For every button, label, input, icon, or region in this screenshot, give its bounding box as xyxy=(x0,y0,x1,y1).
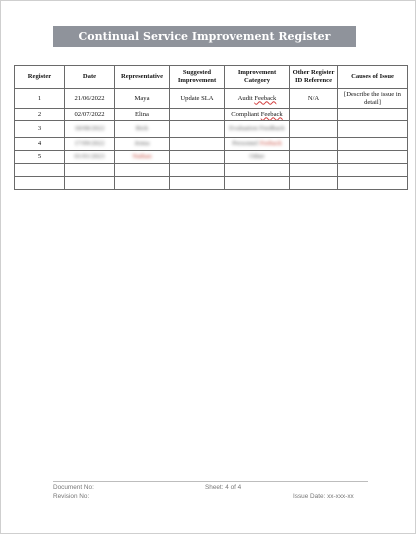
footer-revision-no: Revision No: xyxy=(53,493,90,500)
blurred-category-word: Feeback xyxy=(259,140,282,148)
table-row-empty xyxy=(15,177,408,190)
category-misspelled-word: Feeback xyxy=(260,110,283,118)
improvement-register-table xyxy=(14,65,408,190)
cell-date: 02/07/2022 xyxy=(65,109,115,121)
cell-register: 2 xyxy=(15,109,65,121)
header-causes-of-issue: Causes of Issue xyxy=(338,66,408,89)
table-row xyxy=(15,121,408,138)
blurred-representative: Nathan xyxy=(132,153,152,161)
cell-date xyxy=(65,138,115,151)
cell-register: 3 xyxy=(15,121,65,138)
blurred-category-prefix: Personnel xyxy=(232,140,260,148)
cell-other-ref: N/A xyxy=(290,89,338,109)
category-misspelled-word: Feeback xyxy=(254,94,277,102)
blurred-category: Evaluation Feedback xyxy=(229,125,285,133)
cell-representative: Elina xyxy=(115,109,170,121)
cell-causes xyxy=(338,151,408,164)
cell-causes: [Describe the issue in detail] xyxy=(338,89,408,109)
cell-date xyxy=(65,121,115,138)
cell-other-ref xyxy=(290,151,338,164)
cell-register: 4 xyxy=(15,138,65,151)
header-representative: Representative xyxy=(115,66,170,89)
table-row xyxy=(15,109,408,121)
cell-category xyxy=(225,121,290,138)
cell-causes xyxy=(338,109,408,121)
blurred-representative: Jenna xyxy=(134,140,150,148)
cell-date: 21/06/2022 xyxy=(65,89,115,109)
cell-other-ref xyxy=(290,109,338,121)
document-title: Continual Service Improvement Register xyxy=(53,26,356,47)
header-suggested-improvement: Suggested Improvement xyxy=(170,66,225,89)
cell-suggested xyxy=(170,109,225,121)
cell-suggested xyxy=(170,151,225,164)
cell-register: 5 xyxy=(15,151,65,164)
cell-causes xyxy=(338,121,408,138)
header-register: Register xyxy=(15,66,65,89)
footer-issue-date: Issue Date: xx-xxx-xx xyxy=(293,493,354,500)
table-row xyxy=(15,151,408,164)
category-prefix: Audit xyxy=(237,94,255,102)
category-prefix: Compliant xyxy=(231,110,261,118)
table-row xyxy=(15,89,408,109)
cell-category xyxy=(225,138,290,151)
footer-sheet: Sheet: 4 of 4 xyxy=(205,484,242,491)
cell-representative xyxy=(115,138,170,151)
blurred-date: 18/08/2022 xyxy=(74,125,105,133)
cell-other-ref xyxy=(290,138,338,151)
blurred-date: 01/01/2023 xyxy=(74,153,105,161)
cell-category xyxy=(225,151,290,164)
cell-date xyxy=(65,151,115,164)
table-row xyxy=(15,138,408,151)
table-header-row xyxy=(15,66,408,89)
cell-category xyxy=(225,89,290,109)
cell-register: 1 xyxy=(15,89,65,109)
cell-representative: Maya xyxy=(115,89,170,109)
blurred-date: 17/09/2022 xyxy=(74,140,105,148)
cell-category xyxy=(225,109,290,121)
cell-representative xyxy=(115,121,170,138)
cell-representative xyxy=(115,151,170,164)
cell-suggested: Update SLA xyxy=(170,89,225,109)
header-improvement-category: Improvement Category xyxy=(225,66,290,89)
cell-suggested xyxy=(170,121,225,138)
cell-other-ref xyxy=(290,121,338,138)
table-row-empty xyxy=(15,164,408,177)
header-date: Date xyxy=(65,66,115,89)
footer-divider xyxy=(53,481,368,482)
blurred-category: Other xyxy=(249,153,265,161)
cell-causes xyxy=(338,138,408,151)
cell-suggested xyxy=(170,138,225,151)
blurred-representative: Rick xyxy=(135,125,149,133)
header-other-register-id: Other Register ID Reference xyxy=(290,66,338,89)
footer-document-no: Document No: xyxy=(53,484,94,491)
